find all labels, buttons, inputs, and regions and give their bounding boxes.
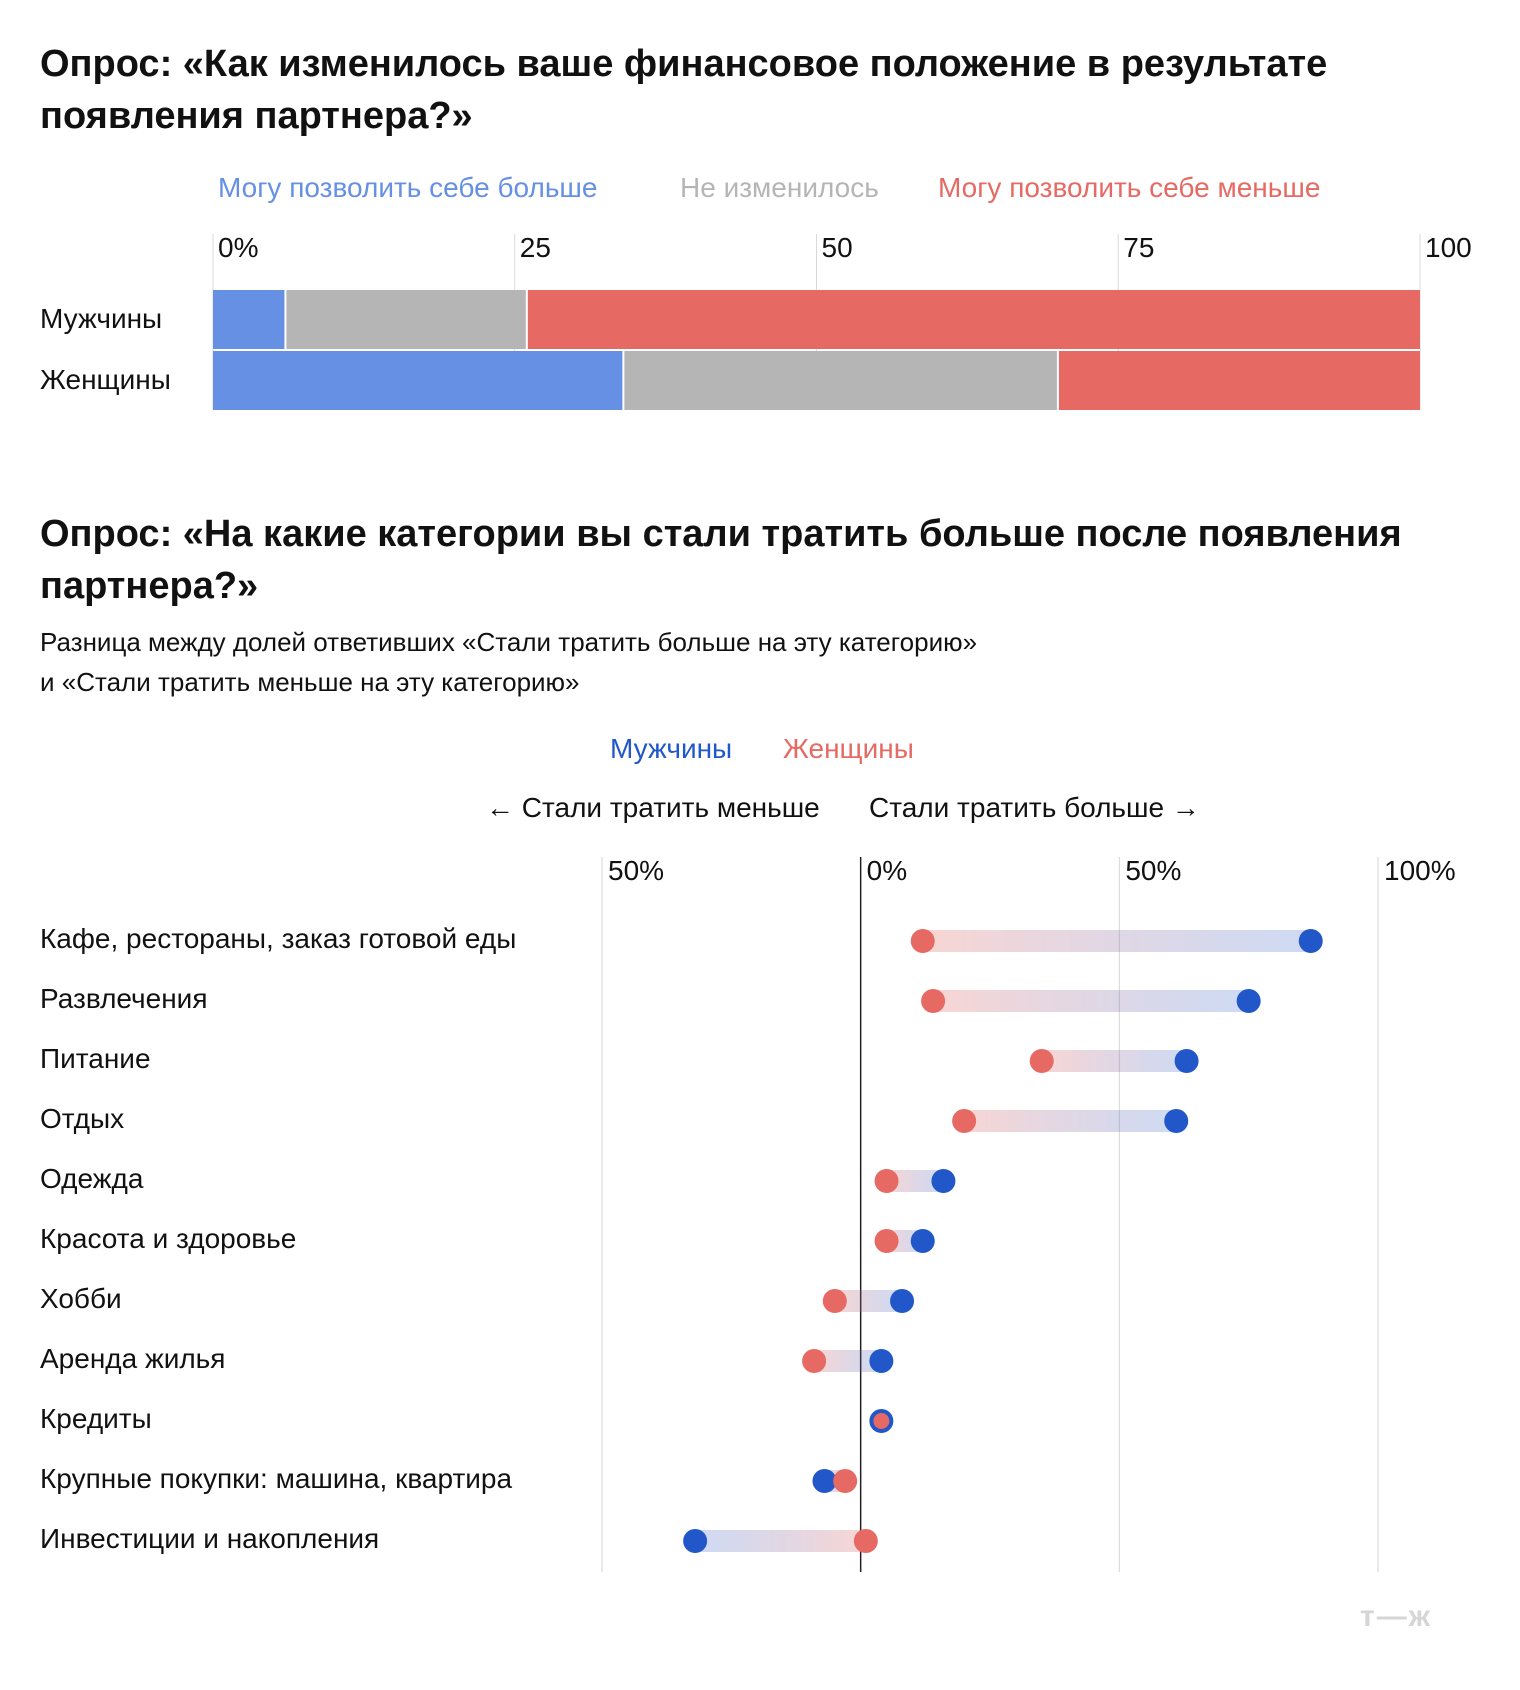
chart2-point-men-9 bbox=[812, 1469, 836, 1493]
chart1-bar-1-0 bbox=[213, 351, 623, 410]
chart2-point-women-7 bbox=[802, 1349, 826, 1373]
chart1-bar-0-2 bbox=[527, 290, 1420, 349]
chart1-tick-label-3: 75 bbox=[1123, 232, 1155, 263]
chart2-point-men-4 bbox=[931, 1169, 955, 1193]
chart2-tick-label-3: 100% bbox=[1384, 855, 1456, 886]
chart2-point-women-10 bbox=[854, 1529, 878, 1553]
chart1-bar-0-0 bbox=[213, 290, 285, 349]
chart2-tick-label-0: 50% bbox=[608, 855, 665, 886]
chart2-point-women-2 bbox=[1030, 1049, 1054, 1073]
chart2-point-women-4 bbox=[875, 1169, 899, 1193]
chart2-tick-label-2: 50% bbox=[1125, 855, 1182, 886]
chart1-tick-label-4: 100 bbox=[1425, 232, 1472, 263]
chart2-tick-label-1: 0% bbox=[866, 855, 908, 886]
chart2-connector-10 bbox=[695, 1530, 866, 1552]
chart1-legend-item-2: Могу позволить себе меньше bbox=[938, 172, 1321, 203]
chart2-category-label-9: Крупные покупки: машина, квартира bbox=[40, 1463, 513, 1494]
chart2-point-men-7 bbox=[869, 1349, 893, 1373]
chart2-category-label-6: Хобби bbox=[40, 1283, 122, 1314]
chart2-category-label-5: Красота и здоровье bbox=[40, 1223, 297, 1254]
chart2-legend-item-0: Мужчины bbox=[610, 733, 733, 764]
chart1-bar-1-2 bbox=[1058, 351, 1420, 410]
chart1-tick-label-1: 25 bbox=[519, 232, 551, 263]
chart1-category-label-1: Женщины bbox=[40, 364, 171, 395]
chart2-point-men-6 bbox=[890, 1289, 914, 1313]
chart2-category-label-8: Кредиты bbox=[40, 1403, 152, 1434]
chart2-category-label-7: Аренда жилья bbox=[40, 1343, 226, 1374]
chart2-point-men-5 bbox=[911, 1229, 935, 1253]
direction-label-less: ← Стали тратить меньше bbox=[486, 792, 820, 823]
chart2-category-label-0: Кафе, рестораны, заказ готовой еды bbox=[40, 923, 517, 954]
chart2-point-men-2 bbox=[1175, 1049, 1199, 1073]
chart2-category-label-4: Одежда bbox=[40, 1163, 144, 1194]
chart2-connector-2 bbox=[1042, 1050, 1187, 1072]
chart2-point-men-3 bbox=[1164, 1109, 1188, 1133]
chart2-point-men-0 bbox=[1299, 929, 1323, 953]
chart2-category-label-3: Отдых bbox=[40, 1103, 125, 1134]
chart1-category-label-0: Мужчины bbox=[40, 303, 163, 334]
chart1-legend-item-1: Не изменилось bbox=[680, 172, 879, 203]
chart1-bar-0-1 bbox=[285, 290, 526, 349]
chart2-connector-1 bbox=[933, 990, 1249, 1012]
chart2-point-women-5 bbox=[875, 1229, 899, 1253]
chart1-title: Опрос: «Как изменилось ваше финансовое положение в результате появления партнера?» bbox=[40, 43, 1328, 137]
tzh-logo: т—ж bbox=[1360, 1600, 1432, 1633]
direction-label-more: Стали тратить больше → bbox=[869, 792, 1200, 823]
chart2-title: Опрос: «На какие категории вы стали тратить больше после появления партнера?» bbox=[40, 513, 1402, 607]
chart2-point-women-3 bbox=[952, 1109, 976, 1133]
chart1-tick-label-2: 50 bbox=[821, 232, 853, 263]
chart2-point-men-10 bbox=[683, 1529, 707, 1553]
chart1-bar-1-1 bbox=[623, 351, 1058, 410]
chart2-point-women-1 bbox=[921, 989, 945, 1013]
chart2-point-women-9 bbox=[833, 1469, 857, 1493]
chart1-legend-item-0: Могу позволить себе больше bbox=[218, 172, 598, 203]
chart2-legend-item-1: Женщины bbox=[783, 733, 914, 764]
chart2-subtitle-line-1: Разница между долей ответивших «Стали тратить больше на эту категорию» bbox=[40, 627, 978, 657]
chart2-point-men-1 bbox=[1237, 989, 1261, 1013]
chart1-tick-label-0: 0% bbox=[218, 232, 259, 263]
chart2-category-label-10: Инвестиции и накопления bbox=[40, 1523, 380, 1554]
chart2-connector-3 bbox=[964, 1110, 1176, 1132]
chart2-subtitle-line-2: и «Стали тратить меньше на эту категорию» bbox=[40, 667, 580, 697]
chart2-point-women-8 bbox=[873, 1413, 889, 1429]
chart2-point-women-6 bbox=[823, 1289, 847, 1313]
chart2-point-women-0 bbox=[911, 929, 935, 953]
chart2-connector-0 bbox=[923, 930, 1311, 952]
chart2-category-label-1: Развлечения bbox=[40, 983, 208, 1014]
chart2-category-label-2: Питание bbox=[40, 1043, 151, 1074]
